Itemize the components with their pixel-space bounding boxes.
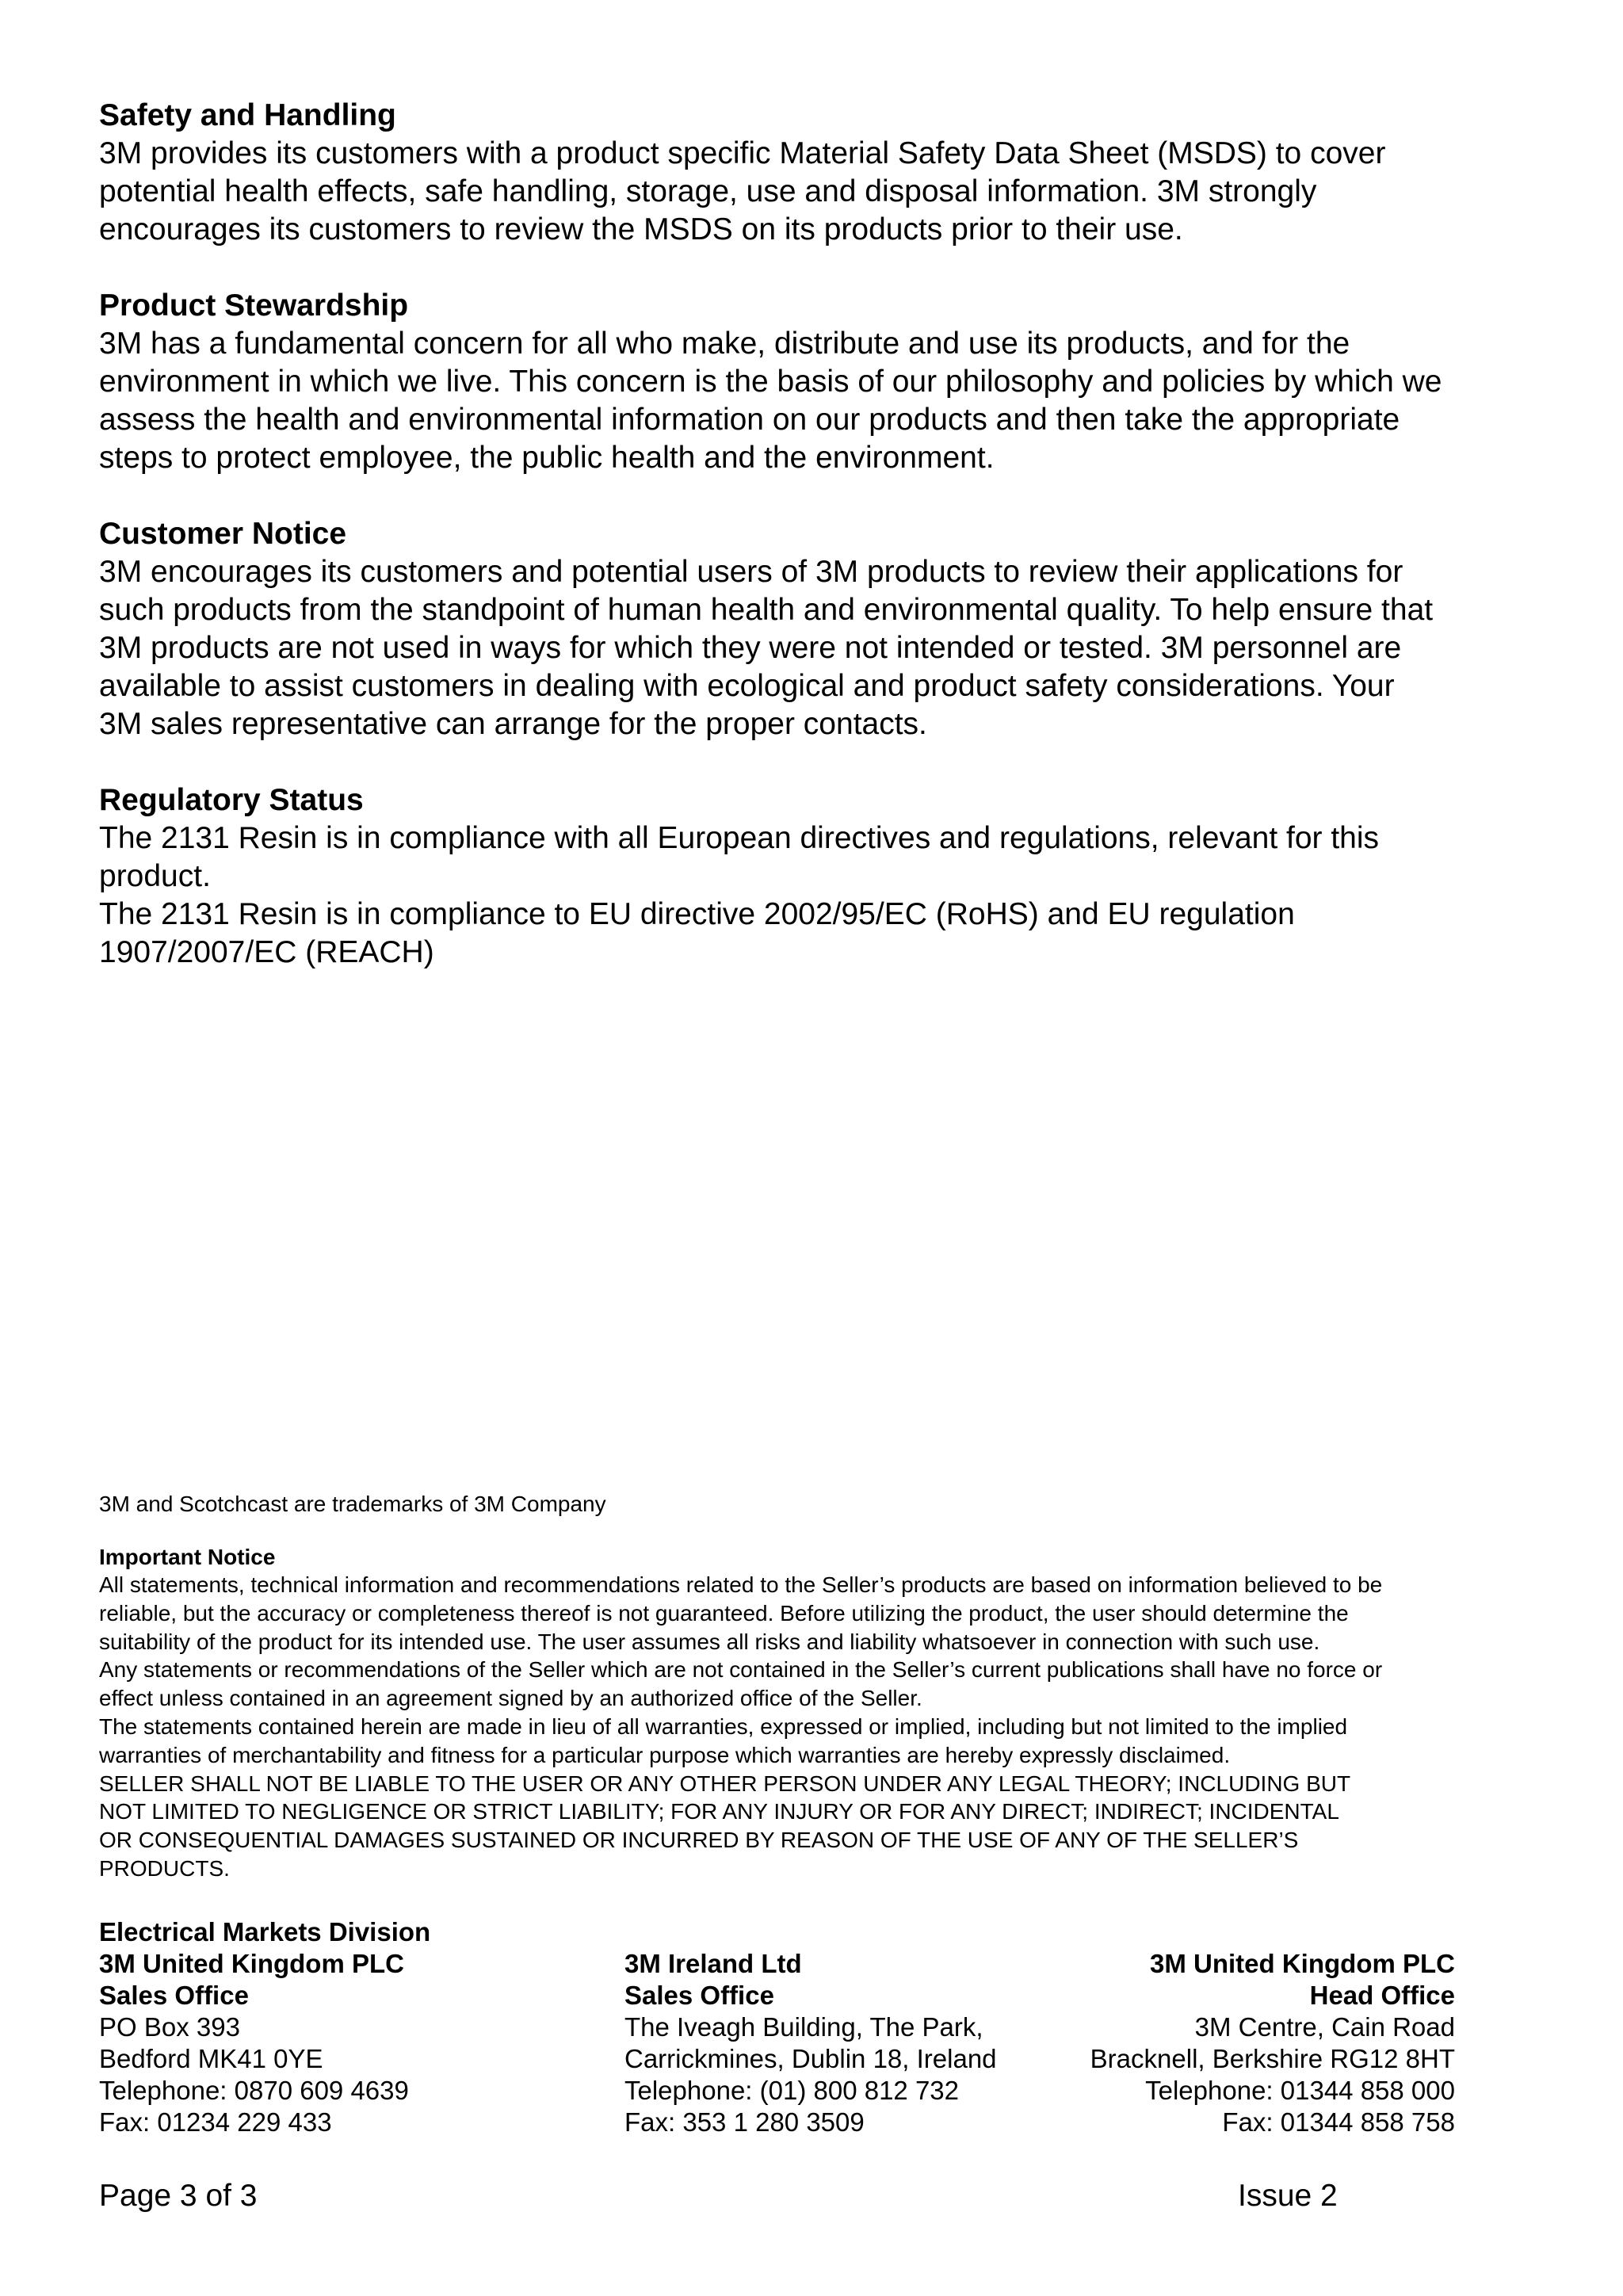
address-fax: Fax: 01344 858 758 — [1222, 2107, 1455, 2137]
notice-line: warranties of merchantability and fitness for a particular purpose which warranties are hereby expressly disclaimed. — [99, 1742, 1231, 1767]
notice-line: All statements, technical information and recommendations related to the Seller’s products are based on information believed to be — [99, 1572, 1383, 1597]
section-text-line: product. — [99, 859, 211, 893]
division-title: Electrical Markets Division — [99, 1917, 431, 1946]
address-telephone: Telephone: 0870 609 4639 — [99, 2076, 409, 2105]
address-fax: Fax: 01234 229 433 — [99, 2107, 332, 2137]
address-ireland-sales-office — [624, 1948, 997, 2138]
address-line: Carrickmines, Dublin 18, Ireland — [624, 2044, 997, 2073]
page-number: Page 3 of 3 — [99, 2179, 258, 2213]
address-office: Head Office — [1309, 1981, 1455, 2010]
section-product-stewardship — [99, 287, 1549, 477]
notice-line: Any statements or recommendations of the Seller which are not contained in the Seller’s current publications shall have no force or — [99, 1657, 1383, 1683]
section-heading: Safety and Handling — [99, 98, 396, 132]
notice-line: PRODUCTS. — [99, 1855, 230, 1881]
main-content — [99, 97, 1549, 1010]
address-company: 3M Ireland Ltd — [624, 1949, 802, 1978]
address-telephone: Telephone: 01344 858 000 — [1145, 2076, 1455, 2105]
section-text-line: The 2131 Resin is in compliance with all European directives and regulations, relevant for this — [99, 821, 1380, 855]
section-text-line: 3M encourages its customers and potential users of 3M products to review their applications for — [99, 555, 1403, 589]
address-telephone: Telephone: (01) 800 812 732 — [624, 2076, 960, 2105]
address-office: Sales Office — [624, 1981, 774, 2010]
section-text-line: potential health effects, safe handling, storage, use and disposal information. 3M strongly — [99, 174, 1317, 208]
section-text-line: environment in which we live. This concern is the basis of our philosophy and policies by which we — [99, 365, 1442, 399]
notice-line: effect unless contained in an agreement signed by an authorized office of the Seller. — [99, 1686, 922, 1711]
address-company: 3M United Kingdom PLC — [99, 1949, 404, 1978]
section-text-line: 3M provides its customers with a product specific Material Safety Data Sheet (MSDS) to cover — [99, 136, 1386, 170]
important-notice — [99, 1543, 1549, 1883]
notice-line: SELLER SHALL NOT BE LIABLE TO THE USER OR ANY OTHER PERSON UNDER ANY LEGAL THEORY; INCLUDING BUT — [99, 1771, 1351, 1796]
section-text-line: 3M products are not used in ways for which they were not intended or tested. 3M personnel are — [99, 631, 1402, 665]
notice-line: The statements contained herein are made in lieu of all warranties, expressed or implied, including but not limited to the implied — [99, 1713, 1348, 1739]
address-line: Bracknell, Berkshire RG12 8HT — [1090, 2044, 1455, 2073]
section-text-line: The 2131 Resin is in compliance to EU directive 2002/95/EC (RoHS) and EU regulation — [99, 897, 1295, 931]
notice-line: OR CONSEQUENTIAL DAMAGES SUSTAINED OR INCURRED BY REASON OF THE USE OF ANY OF THE SELLER’S — [99, 1828, 1299, 1853]
section-heading: Customer Notice — [99, 517, 347, 551]
section-text-line: assess the health and environmental information on our products and then take the appropriate — [99, 403, 1400, 437]
address-uk-sales-office — [99, 1948, 409, 2138]
section-customer-notice — [99, 515, 1549, 743]
section-heading: Regulatory Status — [99, 783, 364, 817]
section-heading: Product Stewardship — [99, 288, 409, 323]
trademark-statement: 3M and Scotchcast are trademarks of 3M Company — [99, 1492, 606, 1516]
notice-line: reliable, but the accuracy or completeness thereof is not guaranteed. Before utilizing the product, the user should determine the — [99, 1600, 1349, 1626]
address-company: 3M United Kingdom PLC — [1150, 1949, 1455, 1978]
section-text-line: 1907/2007/EC (REACH) — [99, 935, 434, 969]
notice-heading: Important Notice — [99, 1545, 276, 1569]
address-line: The Iveagh Building, The Park, — [624, 2012, 983, 2042]
section-regulatory-status — [99, 781, 1549, 972]
issue-number: Issue 2 — [1238, 2179, 1338, 2213]
section-text-line: 3M has a fundamental concern for all who make, distribute and use its products, and for the — [99, 327, 1350, 361]
address-fax: Fax: 353 1 280 3509 — [624, 2107, 865, 2137]
section-text-line: steps to protect employee, the public health and the environment. — [99, 441, 995, 475]
notice-line: suitability of the product for its intended use. The user assumes all risks and liability whatsoever in connection with such use. — [99, 1629, 1320, 1654]
address-line: 3M Centre, Cain Road — [1194, 2012, 1455, 2042]
section-safety-handling — [99, 97, 1549, 249]
section-text-line: available to assist customers in dealing with ecological and product safety considerations. Your — [99, 669, 1395, 703]
address-uk-head-office — [1090, 1948, 1455, 2138]
section-text-line: such products from the standpoint of human health and environmental quality. To help ensure that — [99, 593, 1434, 627]
section-text-line: encourages its customers to review the MSDS on its products prior to their use. — [99, 212, 1183, 246]
address-office: Sales Office — [99, 1981, 249, 2010]
address-line: PO Box 393 — [99, 2012, 240, 2042]
section-text-line: 3M sales representative can arrange for the proper contacts. — [99, 707, 927, 741]
address-line: Bedford MK41 0YE — [99, 2044, 323, 2073]
notice-line: NOT LIMITED TO NEGLIGENCE OR STRICT LIABILITY; FOR ANY INJURY OR FOR ANY DIRECT; INDIRECT; INCIDENTAL — [99, 1799, 1339, 1824]
